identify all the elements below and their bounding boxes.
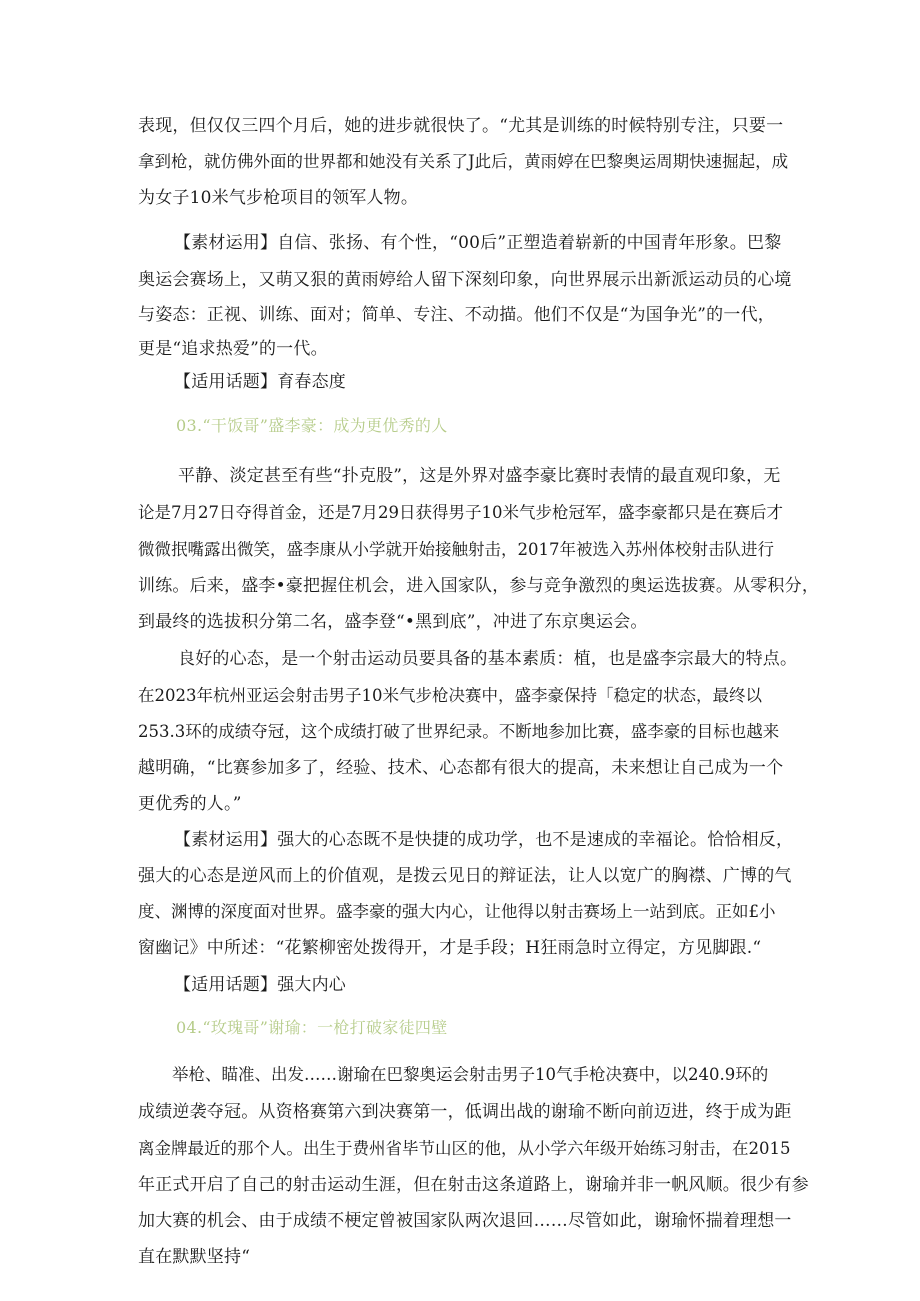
body-text-line: 加大赛的机会、由于成绩不梗定曾被国家队两次退回……尽管如此，谢瑜怀揣着理想一 <box>138 1211 792 1231</box>
body-text-line: 离金牌最近的那个人。出生于费州省毕节山区的他，从小学六年级开始练习射击，在2015 <box>138 1139 791 1158</box>
section-heading-04: 04.“玫瑰哥”谢瑜：一枪打破家徒四壁 <box>176 1018 448 1037</box>
applicable-topic: 【适用话题】育春态度 <box>174 372 346 392</box>
material-use-line: 奥运会赛场上，又萌又狠的黄雨婷给人留下深刻印象，向世界展示出新派运动员的心境 <box>138 270 792 290</box>
body-text-line: 平静、淡定甚至有些“扑克股”，这是外界对盛李豪比赛时表情的最直观印象，无 <box>178 466 781 486</box>
material-use-line: 度、渊博的深度面对世界。盛李豪的强大内心，让他得以射击赛场上一站到底。正如£小 <box>138 902 776 921</box>
body-text-line: 直在默默坚持“ <box>138 1247 251 1267</box>
body-text-line: 到最终的选拔积分第二名，盛李登“•黑到底”，冲进了东京奥运会。 <box>138 612 648 632</box>
body-text-line: 微微抿嘴露出微笑，盛李康从小学就开始接触射击，2017年被选入苏州体校射击队进行 <box>138 540 774 559</box>
material-use-line: 与姿态：正视、训练、面对；简单、专注、不动描。他们不仅是“为国争光”的一代， <box>138 305 775 325</box>
body-text-line: 为女子10米气步枪项目的领军人物。 <box>138 188 419 208</box>
body-text-line: 年正式开启了自己的射击运动生涯，但在射击这条道路上，谢瑜并非一帆风顺。很少有参 <box>138 1175 809 1195</box>
body-text-line: 良好的心态，是一个射击运动员要具备的基本素质：植，也是盛李宗最大的特点。 <box>178 649 798 669</box>
body-text-line: 在2023年杭州亚运会射击男子10米气步枪决赛中，盛李豪保持「稳定的状态，最终以 <box>138 686 762 705</box>
body-text-line: 拿到枪，就仿佛外面的世界都和她没有关系了J此后，黄雨婷在巴黎奥运周期快速掘起，成 <box>138 152 789 171</box>
body-text-line: 更优秀的人。” <box>138 794 242 814</box>
body-text-line: 举枪、瞄准、出发……谢瑜在巴黎奥运会射击男子10气手枪决赛中，以240.9环的 <box>172 1065 769 1084</box>
body-text-line: 论是7月27日夺得首金，还是7月29日获得男子10米气步枪冠军，盛李豪都只是在赛后才 <box>138 503 783 522</box>
section-heading-03: 03.“干饭哥”盛李豪：成为更优秀的人 <box>176 416 448 435</box>
material-use-line: 窗幽记》中所述：“花繁柳密处拨得开，才是手段；H狂雨急时立得定，方见脚跟.“ <box>138 938 762 958</box>
body-text-line: 表现，但仅仅三四个月后，她的进步就很快了。“尤其是训练的时候特别专注，只要一 <box>138 116 784 136</box>
body-text-line: 成绩逆袭夺冠。从资格赛第六到决赛第一，低调出战的谢瑜不断向前迈进，终于成为距 <box>138 1102 792 1122</box>
material-use-line: 更是“追求热爱”的一代。 <box>138 339 328 359</box>
body-text-line: 训练。后来，盛李•豪把握住机会，进入国家队，参与竞争激烈的奥运选拔赛。从零积分， <box>138 576 820 596</box>
material-use-line: 【素材运用】自信、张扬、有个性，“00后”正塑造着崭新的中国青年形象。巴黎 <box>174 233 782 253</box>
material-use-line: 强大的心态是逆风而上的价值观，是拨云见日的辩证法，让人以宽广的胸襟、广博的气 <box>138 866 792 886</box>
body-text-line: 越明确，“比赛参加多了，经验、技术、心态都有很大的提高，未来想让自己成为一个 <box>138 758 784 778</box>
body-text-line: 253.3环的成绩夺冠，这个成绩打破了世界纪录。不断地参加比赛，盛李豪的目标也越来 <box>138 722 780 741</box>
applicable-topic: 【适用话题】强大内心 <box>174 975 346 995</box>
material-use-line: 【素材运用】强大的心态既不是快捷的成功学，也不是速成的幸福论。恰恰相反， <box>174 830 794 850</box>
